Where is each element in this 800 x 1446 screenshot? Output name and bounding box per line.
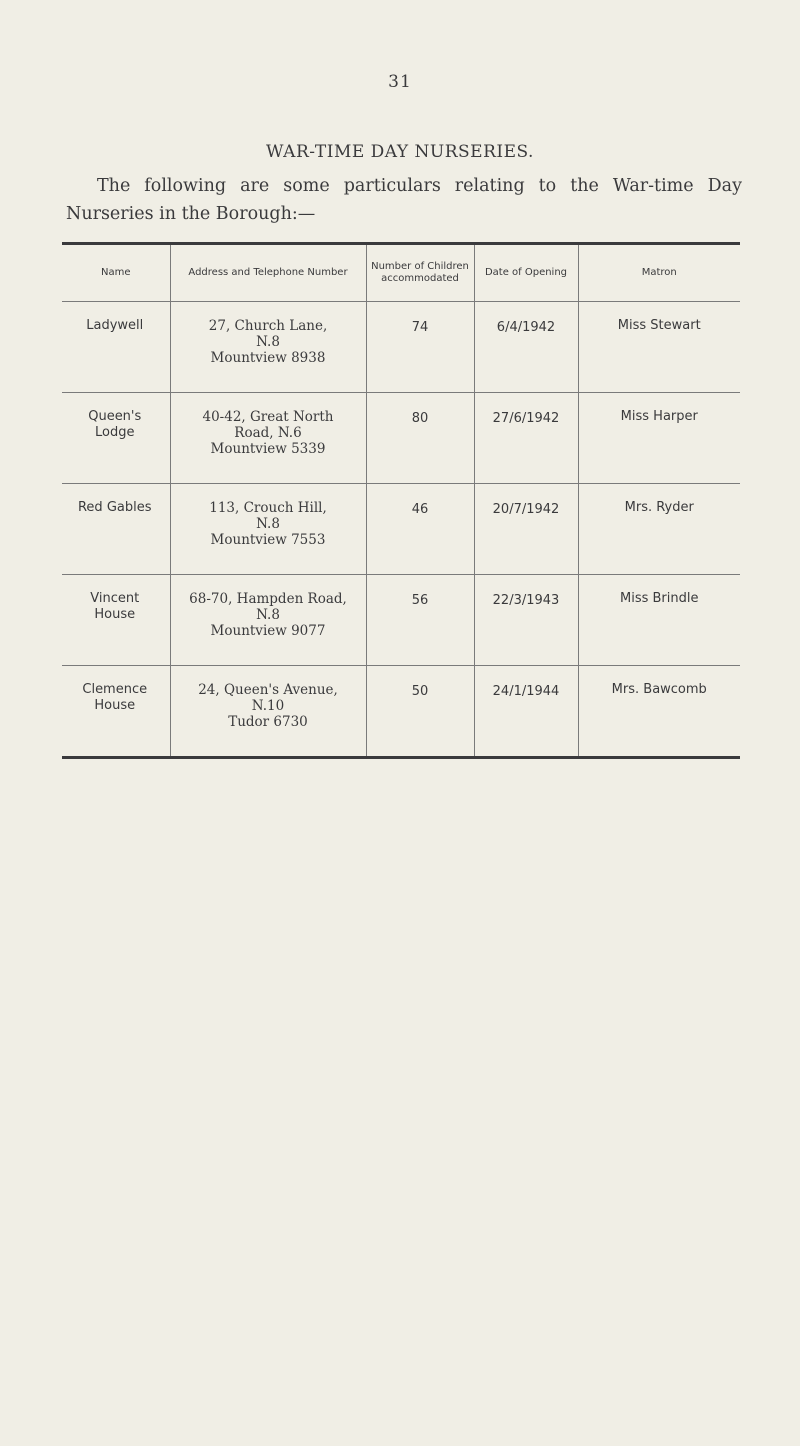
cell-children: 50 [366, 666, 474, 758]
table-header-row [62, 244, 740, 302]
cell-address: 27, Church Lane, N.8 Mountview 8938 [170, 302, 366, 393]
cell-name: Ladywell [62, 302, 170, 393]
header-matron: Matron [578, 244, 740, 302]
nurseries-table [62, 242, 740, 759]
cell-name: Queen's Lodge [62, 393, 170, 484]
cell-matron: Miss Stewart [578, 302, 740, 393]
cell-matron: Mrs. Bawcomb [578, 666, 740, 758]
cell-children: 46 [366, 484, 474, 575]
cell-name: Vincent House [62, 575, 170, 666]
table-row [62, 666, 740, 758]
table-row [62, 302, 740, 393]
cell-name: Red Gables [62, 484, 170, 575]
cell-matron: Miss Brindle [578, 575, 740, 666]
cell-children: 80 [366, 393, 474, 484]
header-children: Number of Children accommodated [366, 244, 474, 302]
cell-children: 56 [366, 575, 474, 666]
cell-matron: Miss Harper [578, 393, 740, 484]
table-row [62, 484, 740, 575]
cell-address: 113, Crouch Hill, N.8 Mountview 7553 [170, 484, 366, 575]
intro-paragraph: The following are some particulars relating to the War-time Day Nurseries in the Borough:— [66, 176, 742, 224]
table-row [62, 575, 740, 666]
cell-date: 24/1/1944 [474, 666, 578, 758]
cell-children: 74 [366, 302, 474, 393]
table-row [62, 393, 740, 484]
header-address: Address and Telephone Number [170, 244, 366, 302]
page-number: 31 [388, 72, 412, 92]
cell-date: 6/4/1942 [474, 302, 578, 393]
cell-address: 40-42, Great North Road, N.6 Mountview 5339 [170, 393, 366, 484]
header-name: Name [100, 267, 131, 278]
header-date: Date of Opening [474, 244, 578, 302]
page-title: WAR-TIME DAY NURSERIES. [266, 142, 534, 162]
cell-name: Clemence House [62, 666, 170, 758]
cell-address: 24, Queen's Avenue, N.10 Tudor 6730 [170, 666, 366, 758]
cell-address: 68-70, Hampden Road, N.8 Mountview 9077 [170, 575, 366, 666]
cell-date: 20/7/1942 [474, 484, 578, 575]
cell-matron: Mrs. Ryder [578, 484, 740, 575]
cell-date: 22/3/1943 [474, 575, 578, 666]
nurseries-table-container [62, 242, 740, 759]
cell-date: 27/6/1942 [474, 393, 578, 484]
